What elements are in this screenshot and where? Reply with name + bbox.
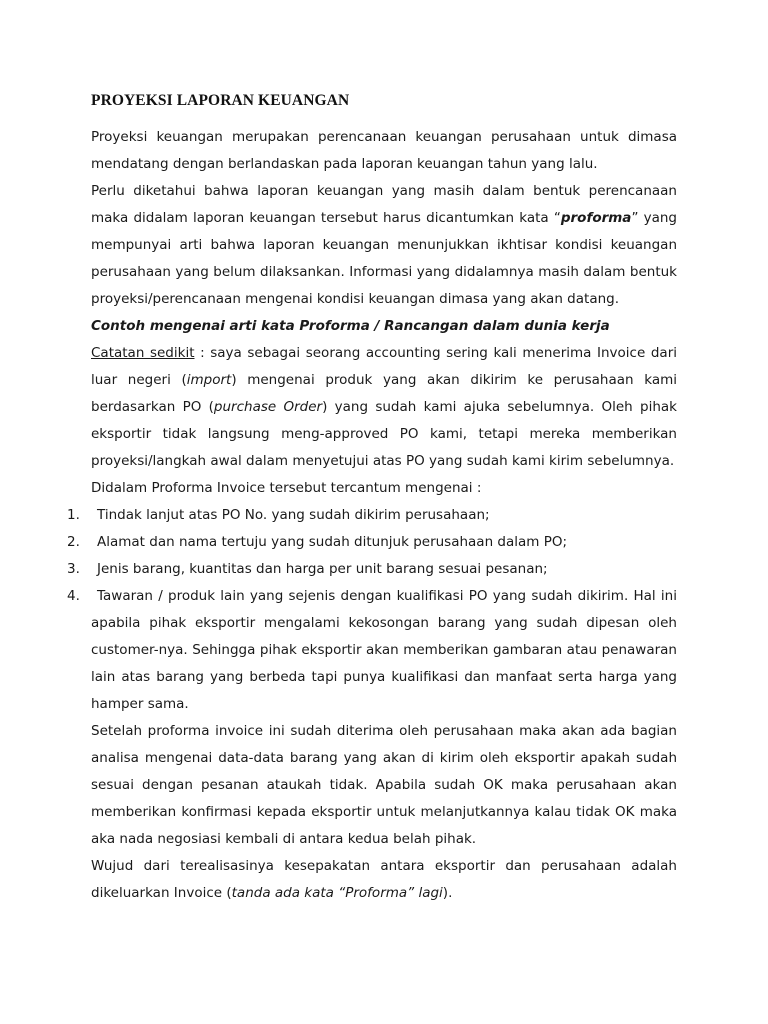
list-item: [67, 583, 677, 718]
paragraph-proforma-definition: [91, 178, 677, 313]
text-run: ” yang mempunyai arti bahwa laporan keuangan menunjukkan ikhtisar kondisi keuangan perusahaan yang belum dilaksankan. Informasi yang didalamnya masih dalam bentuk proyeksi/perencanaan mengenai kondisi keuangan dimasa yang akan datang.: [91, 210, 677, 307]
text-run: Wujud dari terealisasinya kesepakatan antara eksportir dan perusahaan adalah dikeluarkan Invoice (: [91, 858, 677, 901]
list-item-text: Tawaran / produk lain yang sejenis dengan kualifikasi PO yang sudah dikirim. Hal ini apabila pihak eksportir mengalami kekosongan barang yang sudah dipesan oleh customer-nya. Sehingga pihak eksportir akan memberikan gambaran atau penawaran lain atas barang yang berbeda tapi punya kualifikasi dan manfaat serta harga yang hamper sama.: [91, 588, 677, 712]
paragraph-intro: Proyeksi keuangan merupakan perencanaan keuangan perusahaan untuk dimasa mendatang dengan berlandaskan pada laporan keuangan tahun yang lalu.: [91, 129, 677, 172]
numbered-list: [67, 502, 677, 718]
list-item-text: Jenis barang, kuantitas dan harga per unit barang sesuai pesanan;: [97, 561, 548, 577]
paragraph-list-intro: Didalam Proforma Invoice tersebut tercantum mengenai :: [91, 480, 482, 496]
list-number: 4.: [67, 588, 80, 604]
list-number: 1.: [67, 507, 80, 523]
text-run: ) yang sudah kami ajuka sebelumnya. Oleh pihak eksportir tidak langsung meng-approved PO kami, tetapi mereka memberikan proyeksi/langkah awal dalam menyetujui atas PO yang sudah kami kirim sebelumnya.: [91, 399, 677, 469]
italic-term: purchase Order: [213, 399, 323, 415]
list-item-text: Alamat dan nama tertuju yang sudah ditunjuk perusahaan dalam PO;: [97, 534, 568, 550]
paragraph-analysis: Setelah proforma invoice ini sudah diterima oleh perusahaan maka akan ada bagian analisa mengenai data-data barang yang akan di kirim oleh eksportir apakah sudah sesuai dengan pesanan ataukah tidak. Apabila sudah OK maka perusahaan akan memberikan konfirmasi kepada eksportir untuk melanjutkannya kalau tidak OK maka aka nada negosiasi kembali di antara kedua belah pihak.: [91, 723, 677, 847]
list-item-text: Tindak lanjut atas PO No. yang sudah dikirim perusahaan;: [97, 507, 490, 523]
list-number: 3.: [67, 561, 80, 577]
text-run: : saya sebagai seorang accounting sering kali menerima Invoice dari luar negeri (: [91, 345, 677, 388]
paragraph-conclusion: [91, 853, 677, 907]
list-item: [67, 529, 677, 556]
proforma-term: proforma: [560, 210, 632, 226]
text-run: Perlu diketahui bahwa laporan keuangan yang masih dalam bentuk perencanaan maka didalam laporan keuangan tersebut harus dicantumkan kata “: [91, 183, 677, 226]
italic-term: tanda ada kata “Proforma” lagi: [231, 885, 443, 901]
document-title: PROYEKSI LAPORAN KEUANGAN: [91, 92, 350, 109]
list-item: [67, 556, 677, 583]
list-number: 2.: [67, 534, 80, 550]
document-body: [67, 124, 677, 907]
note-label: Catatan sedikit: [91, 345, 195, 361]
list-item: [67, 502, 677, 529]
italic-term: import: [186, 372, 232, 388]
subheading: Contoh mengenai arti kata Proforma / Rancangan dalam dunia kerja: [91, 318, 610, 334]
paragraph-note: [91, 340, 677, 475]
text-run: ).: [442, 885, 453, 901]
text-run: ) mengenai produk yang akan dikirim ke perusahaan kami berdasarkan PO (: [91, 372, 677, 415]
